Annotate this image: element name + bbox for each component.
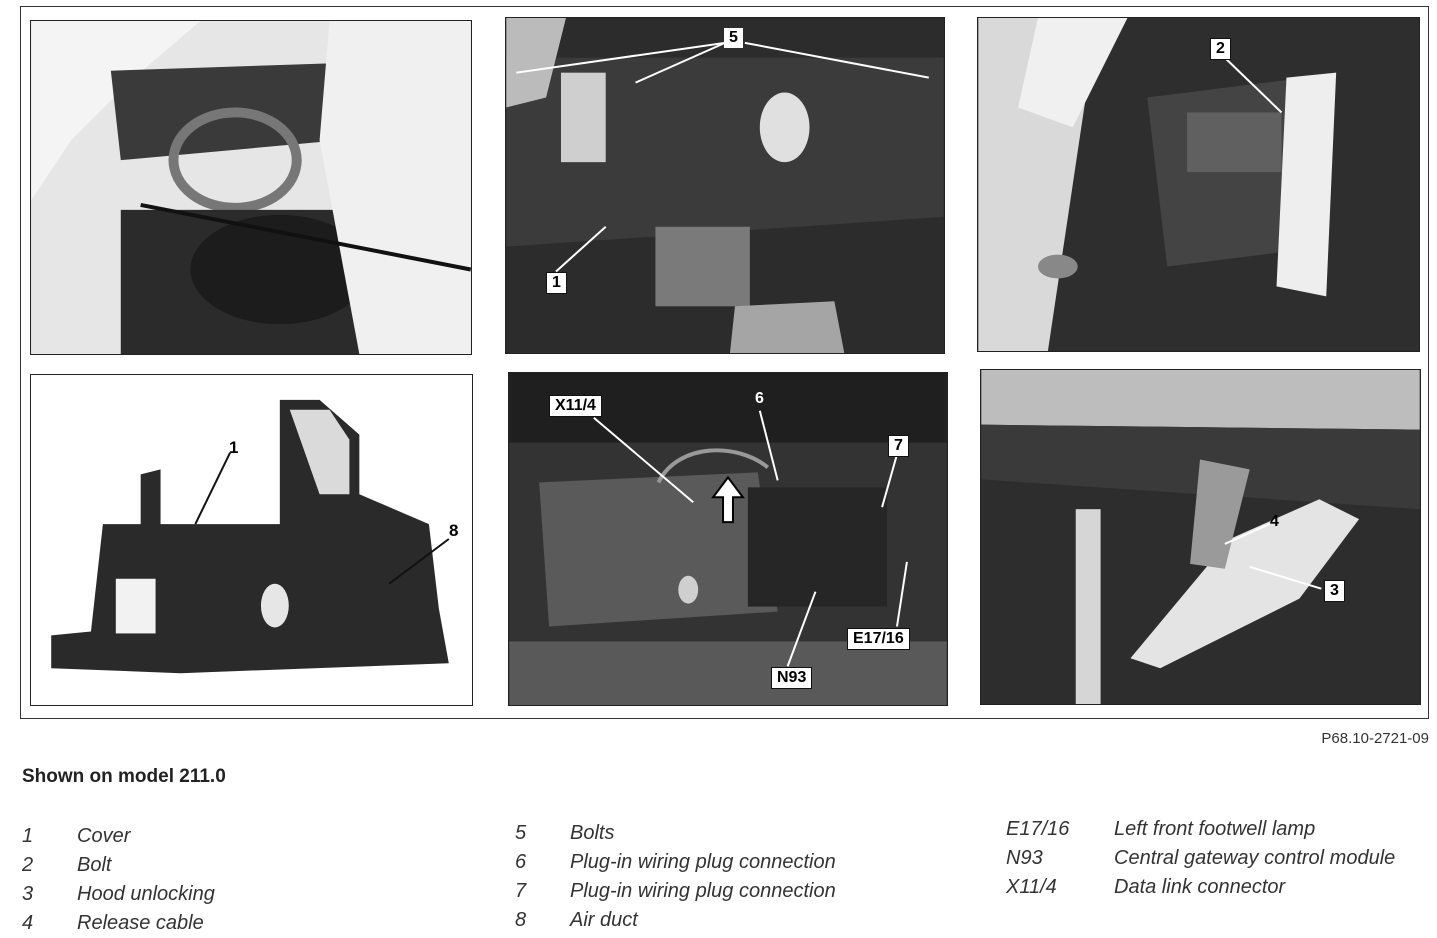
legend-label: Left front footwell lamp [1114, 818, 1316, 840]
legend-key: N93 [1006, 847, 1043, 869]
callout-footwell-lamp: E17/16 [847, 628, 910, 650]
legend-label: Air duct [570, 909, 638, 931]
bolt-photo [978, 18, 1419, 351]
legend-item [1006, 844, 1395, 873]
callout-gateway-module: N93 [771, 667, 812, 689]
callout-air-duct-8: 8 [449, 521, 459, 540]
legend-item [1006, 815, 1395, 844]
photo-panel-cover [30, 374, 473, 706]
callout-cover-1: 1 [229, 438, 239, 457]
photo-panel-bolt [977, 17, 1420, 352]
callout-cover-1: 1 [546, 272, 567, 294]
callout-bolts-5: 5 [724, 28, 743, 48]
callout-plug-6: 6 [755, 390, 764, 407]
figure-caption: Shown on model 211.0 [22, 766, 226, 787]
legend-item [22, 880, 215, 909]
legend-key: 7 [515, 880, 527, 902]
dash-underside-photo [506, 18, 944, 353]
legend-column-1 [22, 822, 215, 938]
legend-label: Cover [77, 825, 131, 847]
legend-label: Bolts [570, 822, 615, 844]
module-photo [509, 373, 947, 705]
cover-part-photo [31, 375, 472, 705]
legend-key: 3 [22, 883, 34, 905]
legend-label: Data link connector [1114, 876, 1286, 898]
legend-item [515, 906, 836, 935]
legend-column-2 [515, 819, 836, 935]
callout-data-link-connector: X11/4 [549, 395, 602, 417]
legend-label: Bolt [77, 854, 112, 876]
legend-key: 6 [515, 851, 527, 873]
legend-key: X11/4 [1006, 876, 1057, 898]
figure-code: P68.10-2721-09 [1321, 730, 1429, 747]
legend-label: Hood unlocking [77, 883, 215, 905]
legend-label: Plug-in wiring plug connection [570, 880, 836, 902]
legend-item [22, 822, 215, 851]
callout-release-cable-4: 4 [1270, 513, 1279, 530]
legend-key: E17/16 [1006, 818, 1070, 840]
legend-item [1006, 873, 1395, 902]
legend-item [22, 909, 215, 938]
legend-column-3 [1006, 815, 1395, 902]
legend-key: 2 [22, 854, 34, 876]
hood-release-photo [981, 370, 1420, 704]
legend-label: Central gateway control module [1114, 847, 1396, 869]
legend-item [515, 848, 836, 877]
photo-panel-interior [30, 20, 472, 355]
legend-key: 4 [22, 912, 34, 934]
interior-photo [31, 21, 471, 354]
callout-plug-7: 7 [888, 435, 909, 457]
legend-key: 1 [22, 825, 34, 847]
legend-label: Plug-in wiring plug connection [570, 851, 836, 873]
legend-item [515, 877, 836, 906]
photo-panel-dash-underside [505, 17, 945, 354]
legend-key: 8 [515, 909, 527, 931]
legend-item [22, 851, 215, 880]
legend-key: 5 [515, 822, 527, 844]
callout-bolt-2: 2 [1210, 38, 1231, 60]
legend-label: Release cable [77, 912, 204, 934]
photo-panel-module [508, 372, 948, 706]
callout-hood-unlocking-3: 3 [1324, 580, 1345, 602]
photo-panel-hood-release [980, 369, 1421, 705]
legend-item [515, 819, 836, 848]
